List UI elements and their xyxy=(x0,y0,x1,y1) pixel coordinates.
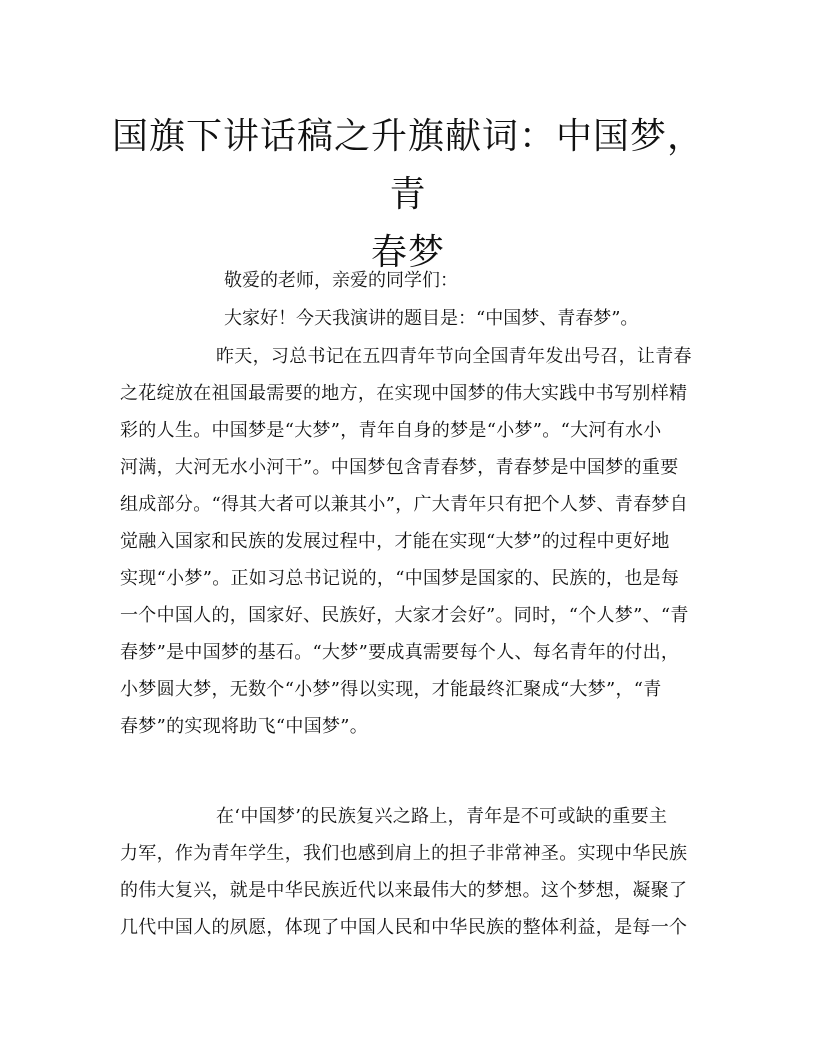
paragraph-line: 春梦”是中国梦的基石。“大梦”要成真需要每个人、每名青年的付出， xyxy=(120,642,680,663)
paragraph-line: 在‘中国梦’的民族复兴之路上，青年是不可或缺的重要主 xyxy=(216,806,668,827)
paragraph-line: 昨天，习总书记在五四青年节向全国青年发出号召，让青春 xyxy=(216,346,692,367)
paragraph-line: 实现“小梦”。正如习总书记说的，“中国梦是国家的、民族的，也是每 xyxy=(120,568,680,589)
paragraph-line: 组成部分。“得其大者可以兼其小”，广大青年只有把个人梦、青春梦自 xyxy=(120,494,689,515)
intro-line: 大家好！今天我演讲的题目是：“中国梦、青春梦”。 xyxy=(224,308,639,329)
paragraph-line: 一个中国人的，国家好、民族好，大家才会好”。同时，“个人梦”、“青 xyxy=(120,605,689,626)
paragraph-line: 河满，大河无水小河干”。中国梦包含青春梦，青春梦是中国梦的重要 xyxy=(120,457,679,478)
paragraph-line: 力军，作为青年学生，我们也感到肩上的担子非常神圣。实现中华民族 xyxy=(120,843,688,864)
paragraph-line: 春梦”的实现将助飞“中国梦”。 xyxy=(120,716,369,737)
paragraph-1 xyxy=(120,338,696,745)
paragraph-line: 觉融入国家和民族的发展过程中，才能在实现“大梦”的过程中更好地 xyxy=(120,531,670,552)
paragraph-line: 之花绽放在祖国最需要的地方，在实现中国梦的伟大实践中书写别样精 xyxy=(120,383,688,404)
paragraph-line: 彩的人生。中国梦是“大梦”，青年自身的梦是“小梦”。“大河有水小 xyxy=(120,420,662,441)
paragraph-2 xyxy=(120,798,696,946)
paragraph-line: 的伟大复兴，就是中华民族近代以来最伟大的梦想。这个梦想，凝聚了 xyxy=(120,880,688,901)
paragraph-line: 几代中国人的夙愿，体现了中国人民和中华民族的整体利益，是每一个 xyxy=(120,917,688,938)
greeting-line: 敬爱的老师，亲爱的同学们： xyxy=(224,270,458,291)
title-line-1: 国旗下讲话稿之升旗献词：中国梦，青 xyxy=(111,116,704,215)
title-line-2: 春梦 xyxy=(370,232,445,273)
paragraph-line: 小梦圆大梦，无数个“小梦”得以实现，才能最终汇聚成“大梦”，“青 xyxy=(120,679,662,700)
document-title xyxy=(100,108,716,282)
